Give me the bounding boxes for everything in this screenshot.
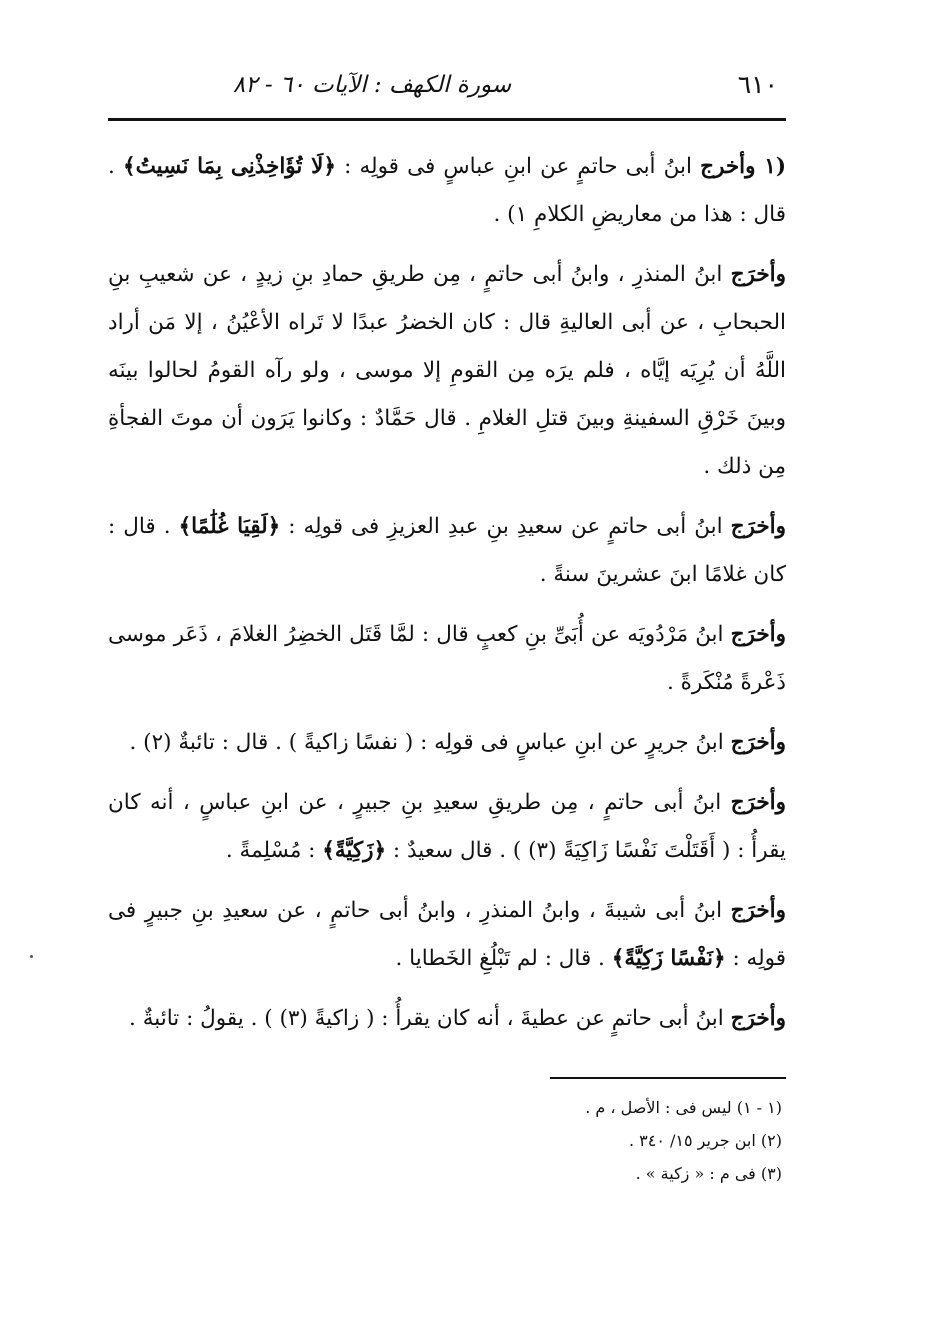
paragraph xyxy=(108,503,786,599)
paragraph-text: ابنُ المنذرِ ، وابنُ أبى حاتمٍ ، مِن طريقِ حمادِ بنِ زيدٍ ، عن شعيبِ بنِ الحبحابِ ، عن أبى العاليةِ قال : كان الخضرُ عبدًا لا تَراه الأعْيُنُ ، إلا مَن أراد اللَّهُ أن يُرِيَه إيَّاه ، فلم يرَه مِن القومِ إلا موسى ، ولو رآه القومُ لحالوا بينَه وبينَ خَرْقِ السفينةِ وبينَ قتلِ الغلامِ . قال حَمَّادٌ : وكانوا يَرَون أن موتَ الفجأةِ مِن ذلك . xyxy=(108,262,786,479)
paragraph-text: ابنُ مَرْدُويَه عن أُبَىِّ بنِ كعبٍ قال : لمَّا قَتَل الخضِرُ الغلامَ ، ذَعَر موسى ذَعْرةً مُنْكَرةً . xyxy=(108,622,786,695)
paragraph-lead: وأخرَج xyxy=(730,730,786,755)
paragraph-text: ابنُ أبى حاتمٍ عن عطيةَ ، أنه كان يقرأُ : ( زاكيةً (٣) ) . يقولُ : تائبةٌ . xyxy=(129,1006,731,1031)
paragraph-lead: وأخرَج xyxy=(730,898,786,923)
paragraph-text: ابنُ أبى حاتمٍ ، مِن طريقِ سعيدِ بنِ جبيرٍ ، عن ابنِ عباسٍ ، أنه كان يقرأُ : ( أَقَتَلْتَ نَفْسًا زَاكِيَةً (٣) ) . قال سعيدٌ : xyxy=(108,790,786,863)
quran-quote: ﴿زَكِيَّةً﴾ xyxy=(322,838,387,863)
quran-quote: ﴿نَفْسًا زَكِيَّةً﴾ xyxy=(611,946,726,971)
paragraph xyxy=(108,887,786,983)
page-header xyxy=(108,60,786,118)
body-text xyxy=(108,143,786,1043)
paragraph xyxy=(108,779,786,875)
running-title: سورة الكهف : الآيات ٦٠ - ٨٢ xyxy=(232,72,512,98)
paragraph xyxy=(108,611,786,707)
margin-speck xyxy=(30,955,33,958)
document-page xyxy=(108,60,786,1260)
footnote: (٣) فى م : « زكية » . xyxy=(635,1164,782,1183)
paragraph-tail: : مُسْلِمةً . xyxy=(225,838,323,863)
page-number: ٦١٠ xyxy=(737,70,778,99)
paragraph-tail: . قال : لم تَبْلُغِ الخَطايا . xyxy=(395,946,612,971)
paragraph xyxy=(108,143,786,239)
paragraph-text: ابنُ أبى حاتمٍ عن سعيدِ بنِ عبدِ العزيزِ فى قولِه : xyxy=(280,514,731,539)
paragraph xyxy=(108,719,786,767)
paragraph-tail: . قال : هذا من معاريضِ الكلامِ ١) . xyxy=(108,154,786,227)
paragraph-lead: وأخرَج xyxy=(730,514,786,539)
footnote: (١ - ١) ليس فى : الأصل ، م . xyxy=(585,1098,782,1117)
paragraph-lead: وأخرَج xyxy=(730,1006,786,1031)
footnote-rule xyxy=(550,1077,786,1079)
paragraph-lead: وأخرَج xyxy=(730,622,786,647)
paragraph-lead: (١ وأخرج xyxy=(700,154,787,179)
quran-quote: ﴿لَقِيَا غُلَٰمًا﴾ xyxy=(178,514,281,539)
footnote: (٢) ابن جرير ١٥/ ٣٤٠ . xyxy=(628,1131,782,1150)
header-rule xyxy=(108,118,786,121)
paragraph-lead: وأخرَج xyxy=(730,262,786,287)
quran-quote: ﴿لَا تُؤَاخِذْنِى بِمَا نَسِيتُ﴾ xyxy=(122,154,337,179)
paragraph xyxy=(108,995,786,1043)
paragraph-tail: . قال : كان غلامًا ابنَ عشرينَ سنةً . xyxy=(108,514,786,587)
footnotes xyxy=(108,1091,786,1190)
paragraph-text: ابنُ أبى شيبةَ ، وابنُ المنذرِ ، وابنُ أبى حاتمٍ ، عن سعيدِ بنِ جبيرٍ فى قولِه : xyxy=(108,898,786,971)
paragraph xyxy=(108,251,786,491)
paragraph-lead: وأخرَج xyxy=(730,790,786,815)
paragraph-text: ابنُ جريرٍ عن ابنِ عباسٍ فى قولِه : ( نفسًا زاكيةً ) . قال : تائبةٌ (٢) . xyxy=(129,730,731,755)
paragraph-text: ابنُ أبى حاتمٍ عن ابنِ عباسٍ فى قولِه : xyxy=(336,154,701,179)
